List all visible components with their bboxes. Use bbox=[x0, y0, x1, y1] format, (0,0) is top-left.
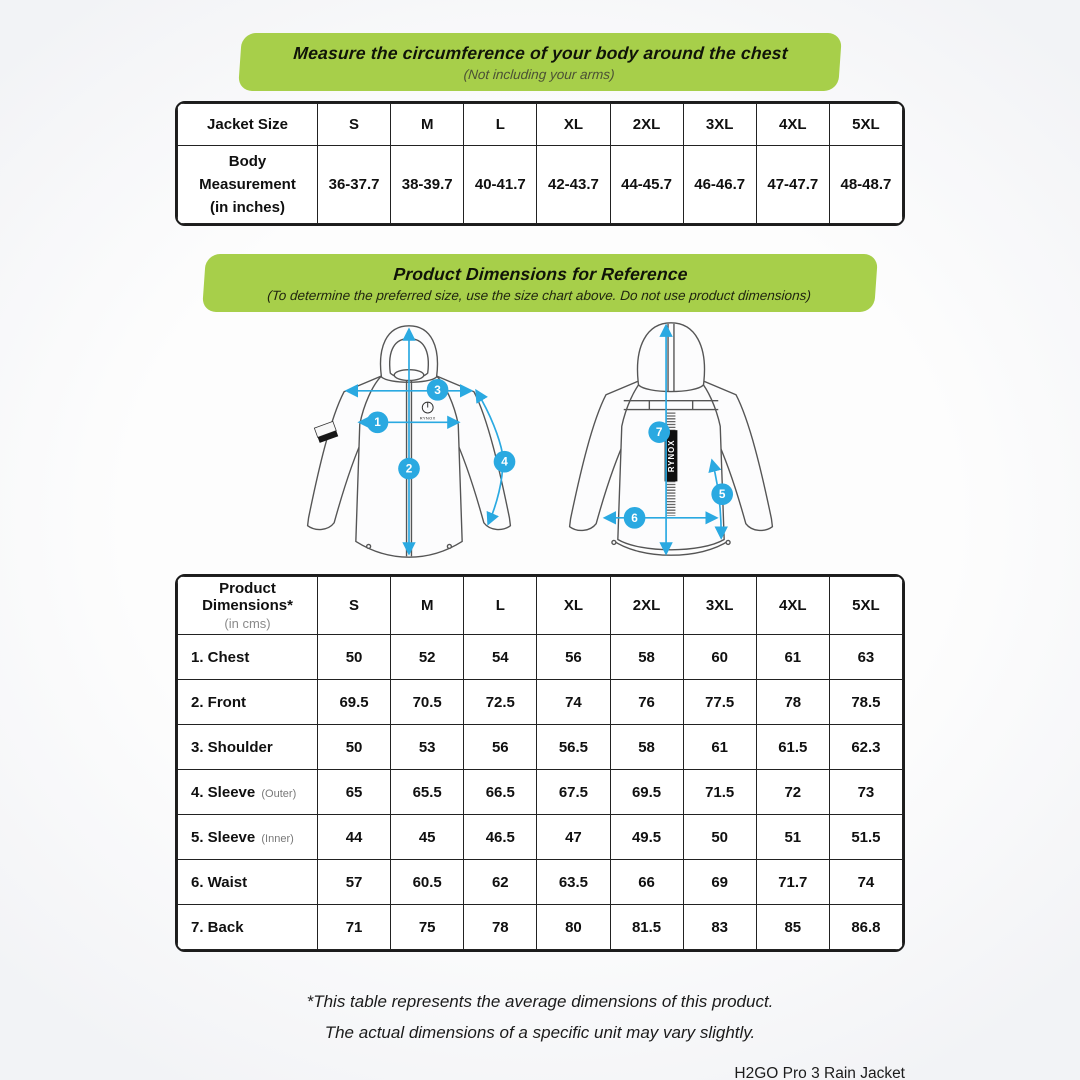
dimension-cell: 74 bbox=[829, 860, 902, 905]
row-label-front: 2. Front bbox=[178, 680, 318, 725]
marker-4: 4 bbox=[501, 454, 508, 469]
row-label-back: 7. Back bbox=[178, 905, 318, 950]
dimension-cell: 53 bbox=[391, 725, 464, 770]
size-col-header: M bbox=[391, 104, 464, 146]
row-label-waist: 6. Waist bbox=[178, 860, 318, 905]
dimension-cell: 51.5 bbox=[829, 815, 902, 860]
dimension-cell: 83 bbox=[683, 905, 756, 950]
table-row bbox=[178, 815, 903, 860]
dimensions-header bbox=[178, 577, 318, 635]
table-row bbox=[178, 905, 903, 950]
dimension-cell: 54 bbox=[464, 635, 537, 680]
row-label-sleeve-inner: 5. Sleeve (Inner) bbox=[178, 815, 318, 860]
dimension-cell: 47 bbox=[537, 815, 610, 860]
table-row bbox=[178, 770, 903, 815]
chest-logo-text: RYNOX bbox=[419, 415, 436, 421]
size-header-row bbox=[178, 104, 903, 146]
dimension-cell: 49.5 bbox=[610, 815, 683, 860]
banner-subtitle: (Not including your arms) bbox=[463, 66, 616, 82]
jacket-back-diagram bbox=[546, 314, 796, 570]
dimension-cell: 60 bbox=[683, 635, 756, 680]
hem-toggle bbox=[726, 540, 730, 544]
dimension-cell: 78 bbox=[756, 680, 829, 725]
row-label-line: Body bbox=[228, 152, 267, 170]
dimension-cell: 71.5 bbox=[683, 770, 756, 815]
marker-3: 3 bbox=[434, 382, 441, 397]
dimension-cell: 46.5 bbox=[464, 815, 537, 860]
table-row bbox=[178, 860, 903, 905]
row-label-line: Measurement bbox=[199, 175, 296, 193]
dimension-cell: 70.5 bbox=[391, 680, 464, 725]
measure-instruction-banner bbox=[238, 33, 842, 91]
dimension-cell: 75 bbox=[391, 905, 464, 950]
size-col-header: S bbox=[318, 104, 391, 146]
dimension-cell: 52 bbox=[391, 635, 464, 680]
dimension-cell: 50 bbox=[683, 815, 756, 860]
dimension-cell: 56 bbox=[537, 635, 610, 680]
dimension-cell: 65.5 bbox=[391, 770, 464, 815]
dimension-cell: 69.5 bbox=[610, 770, 683, 815]
product-name: H2GO Pro 3 Rain Jacket bbox=[734, 1064, 905, 1080]
dimension-cell: 62.3 bbox=[829, 725, 902, 770]
dimension-cell: 66.5 bbox=[464, 770, 537, 815]
size-col-header: XL bbox=[537, 577, 610, 635]
measurement-cell: 47-47.7 bbox=[756, 146, 829, 224]
size-col-header: 2XL bbox=[610, 104, 683, 146]
dimensions-header-unit: (in cms) bbox=[224, 616, 271, 631]
dimension-cell: 61 bbox=[683, 725, 756, 770]
size-col-header: 5XL bbox=[829, 104, 902, 146]
dimension-cell: 60.5 bbox=[391, 860, 464, 905]
dimension-cell: 77.5 bbox=[683, 680, 756, 725]
banner-subtitle: (To determine the preferred size, use the size chart above. Do not use product dimensions) bbox=[266, 287, 812, 303]
dimension-cell: 61 bbox=[756, 635, 829, 680]
dimension-cell: 69 bbox=[683, 860, 756, 905]
product-dimensions-table bbox=[175, 574, 905, 952]
measurement-cell: 42-43.7 bbox=[537, 146, 610, 224]
dimension-cell: 66 bbox=[610, 860, 683, 905]
dimension-cell: 45 bbox=[391, 815, 464, 860]
body-measurement-table bbox=[175, 101, 905, 226]
measurement-cell: 40-41.7 bbox=[464, 146, 537, 224]
table-row bbox=[178, 725, 903, 770]
dimension-cell: 63 bbox=[829, 635, 902, 680]
size-col-header: L bbox=[464, 577, 537, 635]
dimension-cell: 67.5 bbox=[537, 770, 610, 815]
dimension-cell: 74 bbox=[537, 680, 610, 725]
jacket-size-header: Jacket Size bbox=[178, 104, 318, 146]
dimension-cell: 73 bbox=[829, 770, 902, 815]
dimension-cell: 51 bbox=[756, 815, 829, 860]
size-col-header: 3XL bbox=[683, 577, 756, 635]
dimension-cell: 62 bbox=[464, 860, 537, 905]
dimension-cell: 72.5 bbox=[464, 680, 537, 725]
dimension-cell: 58 bbox=[610, 725, 683, 770]
dimension-cell: 63.5 bbox=[537, 860, 610, 905]
dimension-cell: 72 bbox=[756, 770, 829, 815]
size-col-header: 2XL bbox=[610, 577, 683, 635]
size-col-header: 4XL bbox=[756, 577, 829, 635]
hem-toggle bbox=[447, 544, 451, 548]
footnote bbox=[0, 986, 1080, 1049]
table-row bbox=[178, 635, 903, 680]
dimension-cell: 76 bbox=[610, 680, 683, 725]
size-col-header: M bbox=[391, 577, 464, 635]
marker-6: 6 bbox=[631, 510, 638, 525]
dimension-cell: 69.5 bbox=[318, 680, 391, 725]
dimension-cell: 78 bbox=[464, 905, 537, 950]
dimension-cell: 50 bbox=[318, 725, 391, 770]
dimension-cell: 78.5 bbox=[829, 680, 902, 725]
hem-toggle bbox=[612, 540, 616, 544]
dimension-cell: 56 bbox=[464, 725, 537, 770]
body-measurement-row bbox=[178, 146, 903, 224]
dimension-cell: 44 bbox=[318, 815, 391, 860]
dimension-cell: 71.7 bbox=[756, 860, 829, 905]
jacket-diagrams bbox=[0, 314, 1080, 572]
jacket-front-diagram bbox=[284, 314, 534, 570]
dimension-cell: 65 bbox=[318, 770, 391, 815]
measurement-cell: 44-45.7 bbox=[610, 146, 683, 224]
dimension-cell: 85 bbox=[756, 905, 829, 950]
row-label-shoulder: 3. Shoulder bbox=[178, 725, 318, 770]
dimension-cell: 80 bbox=[537, 905, 610, 950]
footnote-line-1: *This table represents the average dimensions of this product. bbox=[306, 992, 774, 1011]
marker-1: 1 bbox=[374, 415, 381, 430]
measurement-cell: 36-37.7 bbox=[318, 146, 391, 224]
dimensions-header-title: Product Dimensions* bbox=[202, 580, 293, 614]
row-label-line: (in inches) bbox=[209, 199, 285, 217]
measurement-cell: 38-39.7 bbox=[391, 146, 464, 224]
back-hood bbox=[638, 323, 705, 392]
banner-title: Product Dimensions for Reference bbox=[392, 263, 689, 284]
measurement-cell: 48-48.7 bbox=[829, 146, 902, 224]
dimension-cell: 71 bbox=[318, 905, 391, 950]
size-col-header: S bbox=[318, 577, 391, 635]
measurement-cell: 46-46.7 bbox=[683, 146, 756, 224]
size-col-header: L bbox=[464, 104, 537, 146]
row-label-chest: 1. Chest bbox=[178, 635, 318, 680]
body-measurement-label bbox=[178, 146, 318, 224]
size-col-header: 3XL bbox=[683, 104, 756, 146]
dimensions-header-row bbox=[178, 577, 903, 635]
dimension-cell: 57 bbox=[318, 860, 391, 905]
hem-toggle bbox=[367, 544, 371, 548]
dimension-cell: 86.8 bbox=[829, 905, 902, 950]
footnote-line-2: The actual dimensions of a specific unit may vary slightly. bbox=[324, 1023, 756, 1043]
size-col-header: 5XL bbox=[829, 577, 902, 635]
marker-7: 7 bbox=[655, 425, 663, 440]
dimension-cell: 81.5 bbox=[610, 905, 683, 950]
banner-title: Measure the circumference of your body around the chest bbox=[292, 42, 789, 63]
back-brand-text: RYNOX bbox=[666, 439, 676, 473]
size-col-header: XL bbox=[537, 104, 610, 146]
dimension-cell: 56.5 bbox=[537, 725, 610, 770]
marker-2: 2 bbox=[405, 461, 413, 476]
row-label-sleeve-outer: 4. Sleeve (Outer) bbox=[178, 770, 318, 815]
size-col-header: 4XL bbox=[756, 104, 829, 146]
product-dimensions-banner bbox=[202, 254, 878, 312]
dimension-cell: 61.5 bbox=[756, 725, 829, 770]
dimension-cell: 50 bbox=[318, 635, 391, 680]
table-row bbox=[178, 680, 903, 725]
dimension-cell: 58 bbox=[610, 635, 683, 680]
marker-5: 5 bbox=[718, 487, 726, 502]
